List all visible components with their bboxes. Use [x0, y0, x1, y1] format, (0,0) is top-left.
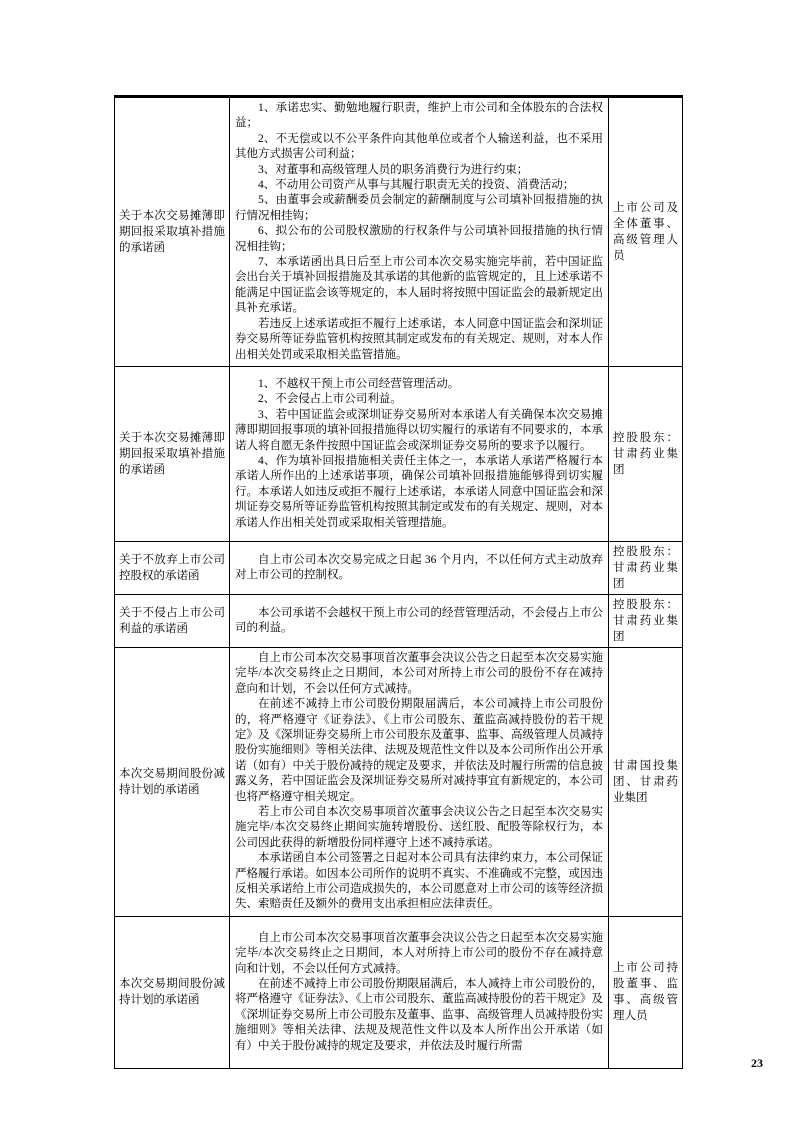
commitment-content-cell — [230, 916, 609, 1068]
commitment-title-cell: 关于不放弃上市公司控股权的承诺函 — [115, 541, 230, 594]
page-number: 23 — [751, 1056, 763, 1070]
commitment-content-cell — [230, 366, 609, 541]
content-paragraph: 1、承诺忠实、勤勉地履行职责，维护上市公司和全体股东的合法权益； — [235, 102, 603, 130]
table-row — [115, 916, 683, 1068]
commitment-content-cell — [230, 541, 609, 594]
content-paragraph: 自上市公司本次交易完成之日起 36 个月内，不以任何方式主动放弃对上市公司的控制权。 — [235, 553, 603, 581]
commitments-table — [114, 95, 683, 1069]
commitment-content-cell — [230, 647, 609, 916]
content-paragraph: 5、由董事会或薪酬委员会制定的薪酬制度与公司填补回报措施的执行情况相挂钩； — [235, 194, 603, 222]
table-row — [115, 97, 683, 367]
commitment-party-cell: 控股股东：甘肃药业集团 — [609, 594, 683, 647]
table-row — [115, 541, 683, 594]
content-paragraph: 4、不动用公司资产从事与其履行职责无关的投资、消费活动； — [258, 179, 575, 192]
table-row — [115, 647, 683, 916]
commitment-party-cell: 上市公司及全体董事、高级管理人员 — [609, 97, 683, 367]
commitment-content-cell — [230, 594, 609, 647]
content-paragraph: 6、拟公布的公司股权激励的行权条件与公司填补回报措施的执行情况相挂钩； — [235, 225, 603, 253]
commitment-content-cell — [230, 97, 609, 367]
commitment-party-cell: 控股股东：甘肃药业集团 — [609, 366, 683, 541]
content-paragraph: 3、若中国证监会或深圳证券交易所对本承诺人有关确保本次交易摊薄即期回报事项的填补回报措施得以切实履行的承诺有不同要求的，本承诺人将自愿无条件按照中国证监会或深圳证券交易所的要求予以履行。 — [235, 408, 603, 452]
content-paragraph: 自上市公司本次交易事项首次董事会决议公告之日起至本次交易实施完毕/本次交易终止之日期间，本公司对所持上市公司的股份不存在减持意向和计划，不会以任何方式减持。 — [235, 651, 603, 695]
content-paragraph: 4、作为填补回报措施相关责任主体之一，本承诺人承诺严格履行本承诺人所作出的上述承诺事项，确保公司填补回报措施能够得到切实履行。本承诺人如违反或拒不履行上述承诺，本承诺人同意中国证监会和深圳证券交易所等证券监管机构按照其制定或发布的有关规定、规则，对本承诺人作出相关处罚或采取相关管理措施。 — [235, 454, 603, 529]
table-row — [115, 594, 683, 647]
commitment-title-cell: 关于本次交易摊薄即期回报采取填补措施的承诺函 — [115, 97, 230, 367]
commitment-party-cell: 上市公司持股董事、监事、高级管理人员 — [609, 916, 683, 1068]
content-paragraph: 本公司承诺不会越权干预上市公司的经营管理活动，不会侵占上市公司的利益。 — [235, 606, 603, 634]
content-paragraph: 若违反上述承诺或拒不履行上述承诺，本人同意中国证监会和深圳证券交易所等证券监管机构按照其制定或发布的有关规定、规则，对本人作出相关处罚或采取相关监管措施。 — [235, 317, 603, 361]
content-paragraph: 在前述不减持上市公司股份期限届满后，本人减持上市公司股份的，将严格遵守《证券法》、《上市公司股东、董监高减持股份的若干规定》及《深圳证券交易所上市公司股东及董事、监事、高级管理人员减持股份实施细则》等相关法律、法规及规范性文件以及本人所作出公开承诺（如有）中关于股份减持的规定及要求，并依法及时履行所需 — [235, 977, 603, 1052]
content-paragraph: 7、本承诺函出具日后至上市公司本次交易实施完毕前，若中国证监会出台关于填补回报措施及其承诺的其他新的监管规定的，且上述承诺不能满足中国证监会该等规定的，本人届时将按照中国证监会的最新规定出具补充承诺。 — [235, 256, 603, 315]
content-paragraph: 若上市公司自本次交易事项首次董事会决议公告之日起至本次交易实施完毕/本次交易终止期间实施转增股份、送红股、配股等除权行为，本公司因此获得的新增股份同样遵守上述不减持承诺。 — [235, 805, 603, 849]
content-paragraph: 3、对董事和高级管理人员的职务消费行为进行约束； — [258, 163, 529, 176]
content-paragraph: 1、不越权干预上市公司经营管理活动。 — [258, 377, 460, 390]
content-paragraph: 2、不会侵占上市公司利益。 — [258, 393, 402, 406]
commitment-title-cell: 本次交易期间股份减持计划的承诺函 — [115, 647, 230, 916]
commitment-title-cell: 本次交易期间股份减持计划的承诺函 — [115, 916, 230, 1068]
commitment-party-cell: 控股股东：甘肃药业集团 — [609, 541, 683, 594]
content-paragraph: 2、不无偿或以不公平条件向其他单位或者个人输送利益，也不采用其他方式损害公司利益； — [235, 132, 603, 161]
content-paragraph: 自上市公司本次交易事项首次董事会决议公告之日起至本次交易实施完毕/本次交易终止之日期间，本人对所持上市公司的股份不存在减持意向和计划，不会以任何方式减持。 — [235, 931, 603, 975]
commitment-party-cell: 甘肃国投集团、甘肃药业集团 — [609, 647, 683, 916]
commitment-title-cell: 关于不侵占上市公司利益的承诺函 — [115, 594, 230, 647]
content-paragraph: 本承诺函自本公司签署之日起对本公司具有法律约束力，本公司保证严格履行承诺。如因本公司所作的说明不真实、不准确或不完整，或因违反相关承诺给上市公司造成损失的，本公司愿意对上市公司的该等经济损失、索赔责任及额外的费用支出承担相应法律责任。 — [235, 852, 603, 911]
table-row — [115, 366, 683, 541]
content-paragraph: 在前述不减持上市公司股份期限届满后，本公司减持上市公司股份的，将严格遵守《证券法》、《上市公司股东、董监高减持股份的若干规定》及《深圳证券交易所上市公司股东及董事、监事、高级管理人员减持股份实施细则》等相关法律、法规及规范性文件以及本公司所作出公开承诺（如有）中关于股份减持的规定及要求，并依法及时履行所需的信息披露义务，若中国证监会及深圳证券交易所对减持事宜有新规定的，本公司也将严格遵守相关规定。 — [235, 698, 603, 803]
commitment-title-cell: 关于本次交易摊薄即期回报采取填补措施的承诺函 — [115, 366, 230, 541]
